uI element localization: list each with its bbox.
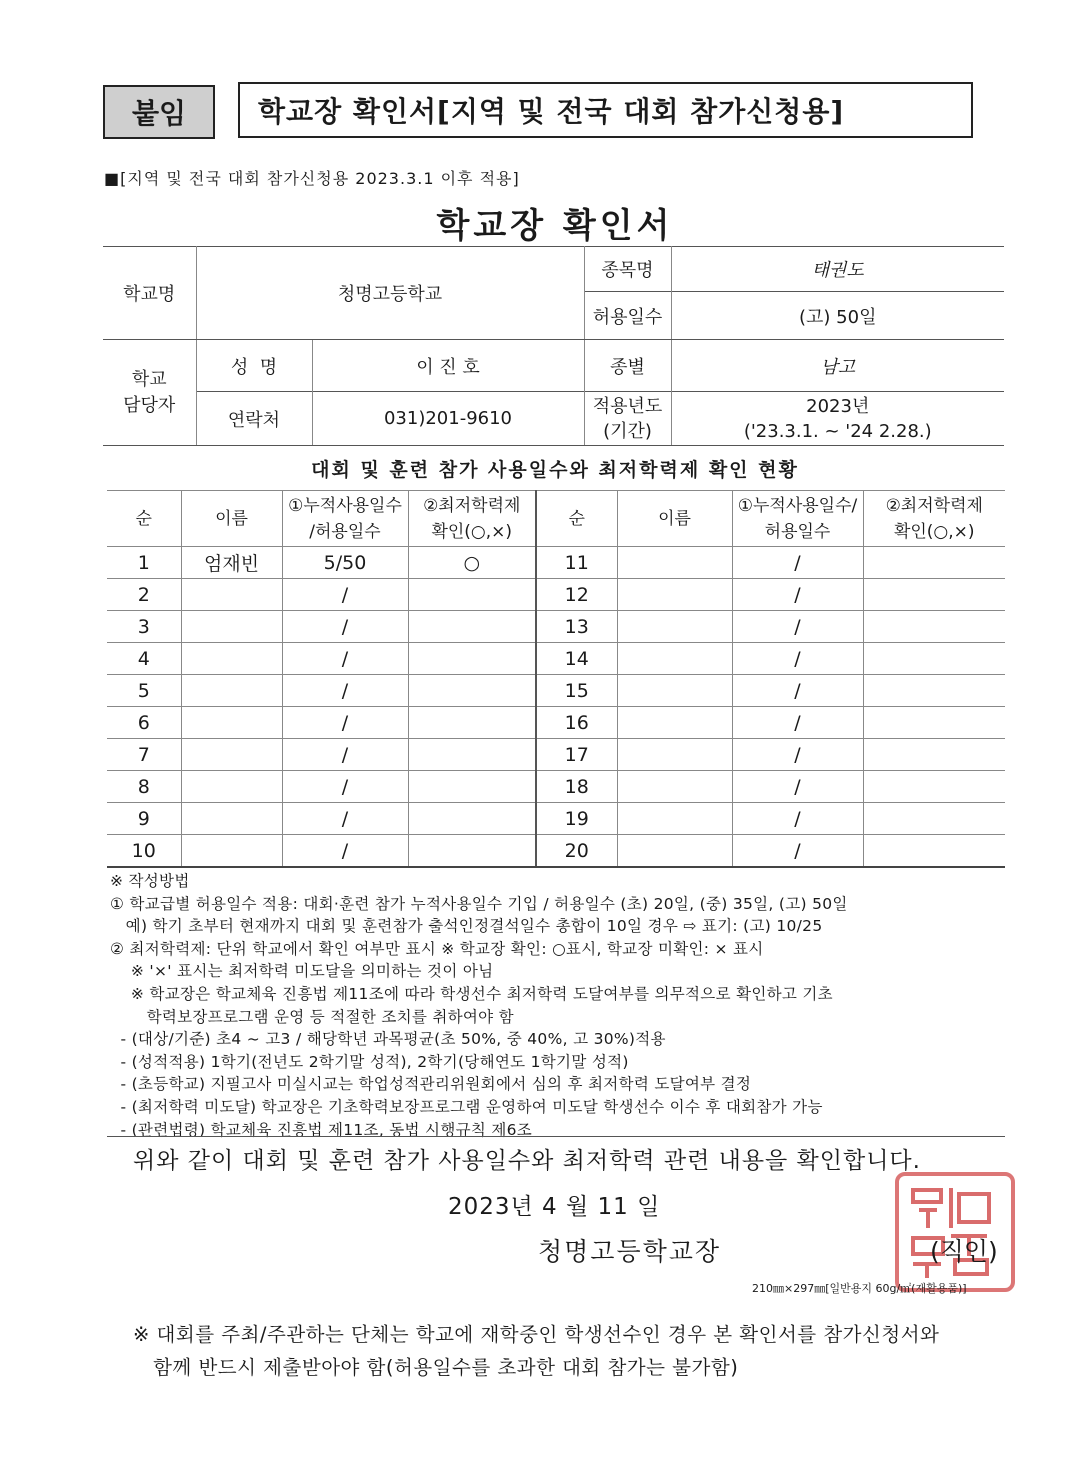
academic-check[interactable]: [863, 579, 1005, 611]
table-row: [107, 707, 1005, 739]
athlete-name[interactable]: [617, 675, 732, 707]
athlete-name[interactable]: [617, 739, 732, 771]
allowed-days-label: 허용일수: [584, 292, 671, 340]
document-title: 학교장 확인서[지역 및 전국 대회 참가신청용]: [238, 82, 973, 138]
athlete-name[interactable]: [181, 803, 282, 835]
days-used[interactable]: /: [732, 771, 863, 803]
table-row: [107, 771, 1005, 803]
col-days: [282, 491, 408, 547]
col-check-right-line1: ②최저학력제: [885, 495, 983, 516]
row-number: 9: [107, 803, 181, 835]
athlete-name[interactable]: [617, 707, 732, 739]
principal-name: 청명고등학교장: [538, 1237, 722, 1266]
confirmation-statement: 위와 같이 대회 및 훈련 참가 사용일수와 최저학력 관련 내용을 확인합니다.: [133, 1148, 921, 1174]
note-line: - (성적적용) 1학기(전년도 2학기말 성적), 2학기(당해연도 1학기말 성적): [110, 1052, 629, 1071]
academic-check[interactable]: [863, 611, 1005, 643]
academic-check[interactable]: [863, 771, 1005, 803]
row-number: 15: [536, 675, 617, 707]
row-number: 16: [536, 707, 617, 739]
note-line: - (최저학력 미도달) 학교장은 기초학력보장프로그램 운영하여 미도달 학생선수 이수 후 대회참가 가능: [110, 1097, 823, 1116]
manager-label: [103, 340, 196, 446]
academic-check[interactable]: [408, 643, 536, 675]
athlete-name[interactable]: [617, 643, 732, 675]
athlete-name[interactable]: [617, 579, 732, 611]
row-number: 1: [107, 547, 181, 579]
days-used[interactable]: /: [732, 739, 863, 771]
year-value: [671, 392, 1004, 446]
athlete-name[interactable]: [617, 547, 732, 579]
athlete-name[interactable]: 엄재빈: [181, 547, 282, 579]
athlete-name[interactable]: [181, 611, 282, 643]
academic-check[interactable]: [408, 611, 536, 643]
section-heading: 대회 및 훈련 참가 사용일수와 최저학력제 확인 현황: [311, 459, 799, 481]
instructions: [110, 870, 1010, 1141]
row-number: 2: [107, 579, 181, 611]
table-row: [107, 675, 1005, 707]
academic-check[interactable]: [408, 771, 536, 803]
days-used[interactable]: /: [732, 803, 863, 835]
days-used[interactable]: /: [732, 579, 863, 611]
gender-value: 남고: [671, 340, 1004, 392]
days-used[interactable]: /: [282, 643, 408, 675]
year-label-line1: 적용년도: [592, 395, 663, 417]
roster-table: [107, 490, 1005, 868]
row-number: 14: [536, 643, 617, 675]
days-used[interactable]: /: [732, 835, 863, 868]
athlete-name[interactable]: [181, 707, 282, 739]
col-check-line1: ②최저학력제: [423, 495, 521, 516]
athlete-name[interactable]: [617, 771, 732, 803]
days-used[interactable]: /: [282, 579, 408, 611]
academic-check[interactable]: [408, 803, 536, 835]
row-number: 13: [536, 611, 617, 643]
note-line: 학력보장프로그램 운영 등 적절한 조치를 취하여야 함: [110, 1007, 514, 1026]
academic-check[interactable]: [863, 803, 1005, 835]
notes-divider: [107, 1136, 1005, 1137]
academic-check[interactable]: [863, 739, 1005, 771]
athlete-name[interactable]: [617, 835, 732, 868]
row-number: 18: [536, 771, 617, 803]
note-line: 예) 학기 초부터 현재까지 대회 및 훈련참가 출석인정결석일수 총합이 10일 경우 ⇨ 표기: (고) 10/25: [110, 917, 823, 936]
footer-line: 함께 반드시 제출받아야 함(허용일수를 초과한 대회 참가는 불가함): [133, 1356, 739, 1379]
days-used[interactable]: /: [282, 739, 408, 771]
row-number: 6: [107, 707, 181, 739]
athlete-name[interactable]: [181, 771, 282, 803]
col-name-right: 이름: [617, 491, 732, 547]
table-row: [107, 835, 1005, 868]
athlete-name[interactable]: [181, 675, 282, 707]
note-line: ※ '×' 표시는 최저학력 미도달을 의미하는 것이 아님: [110, 962, 494, 981]
note-line: ② 최저학력제: 단위 학교에서 확인 여부만 표시 ※ 학교장 확인: ○표시, 학교장 미확인: × 표시: [110, 939, 764, 958]
athlete-name[interactable]: [181, 643, 282, 675]
academic-check[interactable]: [863, 707, 1005, 739]
note-line: ① 학교급별 허용일수 적용: 대회·훈련 참가 누적사용일수 기입 / 허용일수 (초) 20일, (중) 35일, (고) 50일: [110, 894, 848, 913]
col-check-line2: 확인(○,×): [431, 521, 513, 542]
year-label: [584, 392, 671, 446]
athlete-name[interactable]: [617, 803, 732, 835]
attachment-tag: 붙임: [103, 85, 215, 139]
contact-value: 031)201-9610: [312, 392, 584, 446]
year-value-line2: ('23.3.1. ~ '24 2.28.): [743, 420, 932, 442]
academic-check[interactable]: [408, 707, 536, 739]
days-used[interactable]: /: [732, 611, 863, 643]
days-used[interactable]: /: [732, 675, 863, 707]
days-used[interactable]: /: [282, 611, 408, 643]
col-days-right-line1: ①누적사용일수/: [737, 495, 858, 516]
academic-check[interactable]: [863, 547, 1005, 579]
sport-label: 종목명: [584, 247, 671, 292]
academic-check[interactable]: [408, 835, 536, 868]
athlete-name[interactable]: [181, 835, 282, 868]
col-name: 이름: [181, 491, 282, 547]
row-number: 12: [536, 579, 617, 611]
athlete-name[interactable]: [617, 611, 732, 643]
roster-body: [107, 547, 1005, 868]
school-value: 청명고등학교: [196, 247, 584, 340]
page-title: 학교장 확인서: [436, 206, 674, 246]
row-number: 4: [107, 643, 181, 675]
days-used[interactable]: /: [282, 707, 408, 739]
days-used[interactable]: /: [732, 707, 863, 739]
athlete-name[interactable]: [181, 739, 282, 771]
row-number: 5: [107, 675, 181, 707]
col-days-line2: /허용일수: [309, 521, 381, 542]
table-row: [107, 803, 1005, 835]
col-days-line1: ①누적사용일수: [288, 495, 402, 516]
table-row: [107, 643, 1005, 675]
academic-check[interactable]: [408, 675, 536, 707]
days-used[interactable]: /: [282, 835, 408, 868]
col-days-right-line2: 허용일수: [764, 521, 831, 542]
roster-header-row: [107, 491, 1005, 547]
name-value: 이 진 호: [312, 340, 584, 392]
table-row: [107, 611, 1005, 643]
seal-label: (직인): [930, 1237, 998, 1266]
year-value-line1: 2023년: [806, 395, 870, 417]
school-label: 학교명: [103, 247, 196, 340]
note-line: ※ 학교장은 학교체육 진흥법 제11조에 따라 학생선수 최저학력 도달여부를 의무적으로 확인하고 기초: [110, 984, 833, 1003]
days-used[interactable]: /: [282, 803, 408, 835]
table-row: [107, 547, 1005, 579]
academic-check[interactable]: [863, 675, 1005, 707]
row-number: 20: [536, 835, 617, 868]
academic-check[interactable]: [863, 643, 1005, 675]
contact-label: 연락처: [196, 392, 312, 446]
table-row: [107, 739, 1005, 771]
col-check-right: [863, 491, 1005, 547]
allowed-days-value: (고) 50일: [671, 292, 1004, 340]
academic-check[interactable]: [863, 835, 1005, 868]
academic-check[interactable]: ○: [408, 547, 536, 579]
note-line: - (관련법령) 학교체육 진흥법 제11조, 동법 시행규칙 제6조: [110, 1120, 533, 1139]
footer-note: [133, 1318, 939, 1384]
sport-value: 태권도: [671, 247, 1004, 292]
year-label-line2: (기간): [603, 420, 652, 442]
days-used[interactable]: 5/50: [282, 547, 408, 579]
col-check-right-line2: 확인(○,×): [893, 521, 975, 542]
footer-line: ※ 대회를 주최/주관하는 단체는 학교에 재학중인 학생선수인 경우 본 확인서를 참가신청서와: [133, 1323, 940, 1346]
days-used[interactable]: /: [732, 643, 863, 675]
athlete-name[interactable]: [181, 579, 282, 611]
row-number: 8: [107, 771, 181, 803]
school-info-table: [103, 246, 1004, 446]
name-label: 성 명: [196, 340, 312, 392]
col-num-right: 순: [536, 491, 617, 547]
academic-check[interactable]: [408, 739, 536, 771]
note-line: - (대상/기준) 초4 ~ 고3 / 해당학년 과목평균(초 50%, 중 40%, 고 30%)적용: [110, 1030, 666, 1049]
row-number: 11: [536, 547, 617, 579]
note-line: ※ 작성방법: [110, 872, 190, 890]
row-number: 19: [536, 803, 617, 835]
row-number: 3: [107, 611, 181, 643]
paper-spec: 210㎜×297㎜[일반용지 60g/㎡(재활용품)]: [752, 1282, 967, 1295]
gender-label: 종별: [584, 340, 671, 392]
note-line: - (초등학교) 지필고사 미실시교는 학업성적관리위원회에서 심의 후 최저학력 도달여부 결정: [110, 1075, 752, 1094]
issue-date: 2023년 4 월 11 일: [448, 1194, 661, 1220]
days-used[interactable]: /: [282, 771, 408, 803]
col-num: 순: [107, 491, 181, 547]
academic-check[interactable]: [408, 579, 536, 611]
manager-label-line2: 담당자: [123, 394, 176, 416]
row-number: 10: [107, 835, 181, 868]
days-used[interactable]: /: [732, 547, 863, 579]
row-number: 7: [107, 739, 181, 771]
manager-label-line1: 학교: [131, 368, 167, 390]
applicability-note: ■[지역 및 전국 대회 참가신청용 2023.3.1 이후 적용]: [104, 169, 520, 188]
days-used[interactable]: /: [282, 675, 408, 707]
col-check: [408, 491, 536, 547]
col-days-right: [732, 491, 863, 547]
table-row: [107, 579, 1005, 611]
row-number: 17: [536, 739, 617, 771]
